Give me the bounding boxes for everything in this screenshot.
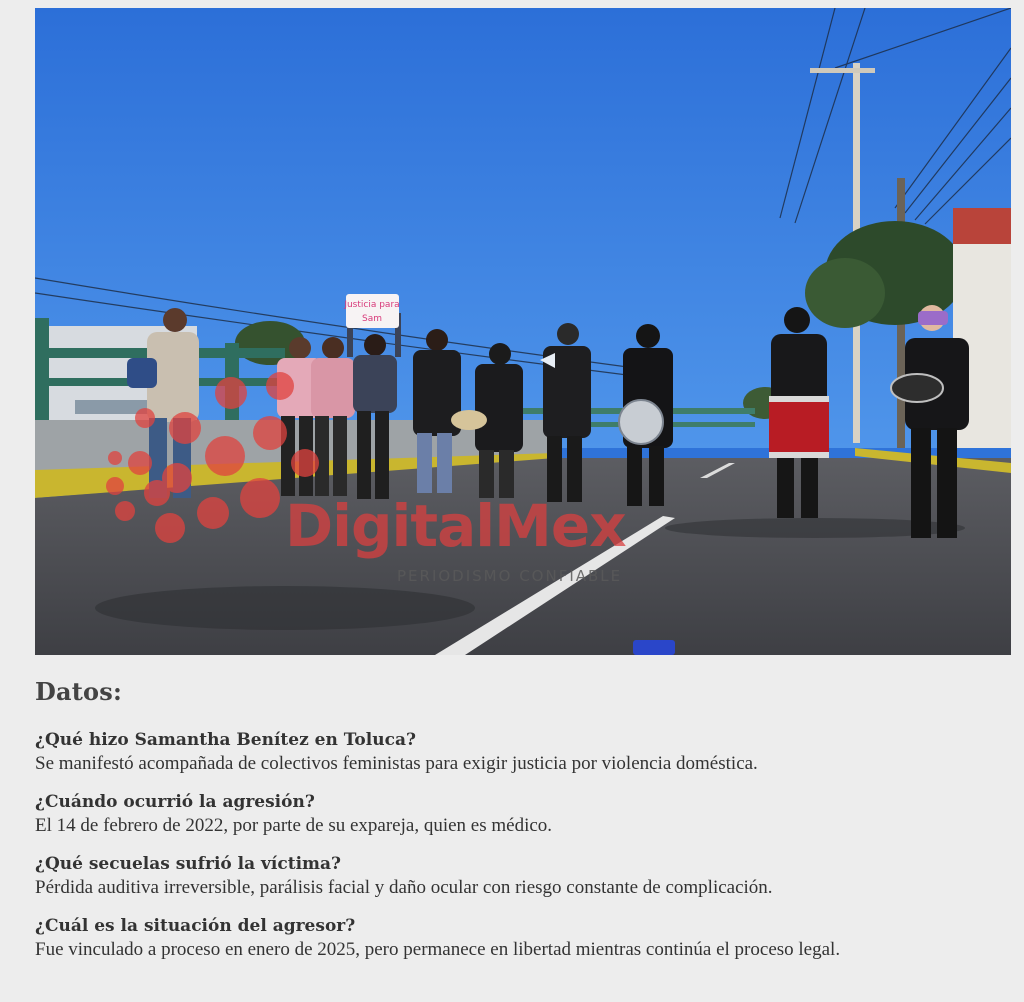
protest-sign-line-1: Justicia para [344, 300, 400, 310]
answer-text: El 14 de febrero de 2022, por parte de su expareja, quien es médico. [35, 815, 553, 836]
qa-item [35, 728, 995, 776]
qa-item [35, 790, 995, 838]
article-photo [35, 8, 1011, 655]
qa-item [35, 914, 995, 962]
question-text: ¿Qué secuelas sufrió la víctima? [35, 854, 342, 874]
answer-text: Pérdida auditiva irreversible, parálisis facial y daño ocular con riesgo constante de complicación. [35, 877, 773, 898]
question-text: ¿Qué hizo Samantha Benítez en Toluca? [35, 730, 416, 750]
qa-item [35, 852, 995, 900]
facts-section [35, 674, 995, 962]
protest-photo-illustration [35, 8, 1011, 655]
answer-text: Se manifestó acompañada de colectivos feministas para exigir justicia por violencia doméstica. [35, 753, 758, 774]
section-title: Datos: [35, 677, 123, 706]
watermark-brand: DigitalMex [285, 492, 626, 560]
answer-text: Fue vinculado a proceso en enero de 2025, pero permanece en libertad mientras continúa el proceso legal. [35, 939, 841, 960]
protest-sign-line-2: Sam [362, 314, 382, 324]
watermark-tagline: PERIODISMO CONFIABLE [397, 567, 623, 585]
question-text: ¿Cuál es la situación del agresor? [35, 916, 356, 936]
question-text: ¿Cuándo ocurrió la agresión? [35, 792, 315, 812]
